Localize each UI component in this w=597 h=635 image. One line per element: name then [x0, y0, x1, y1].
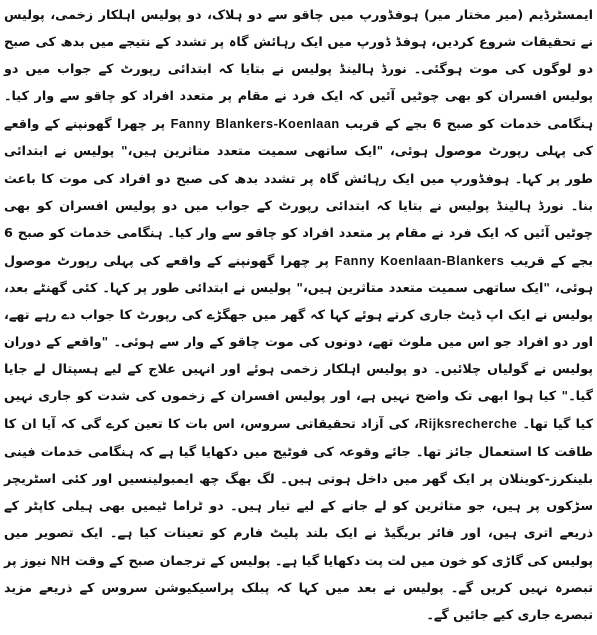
article-text-4: ، کی آزاد تحقیقاتی سروس، اس بات کا تعین کرے گی کہ آیا ان کا طاقت کا استعمال جائز تھا۔ جائے وقوعہ کی فوٹیج میں دکھایا گیا ہے کہ ہنگامی خدمات فینی بلینکرز-کوینلان پر ایک گھر میں داخل ہوتی ہیں۔ لگ بھگ چھ ایمبولینسیں اور کئی اسٹریچر سڑکوں پر ہیں، جو متاثرین کو لے جانے کے لیے تیار ہیں۔ دو ٹراما ٹیمیں بھی ہیلی کاپٹر کے ذریعے اتری ہیں، اور فائر بریگیڈ نے ایک بلند پلیٹ فارم کو تعینات کیا ہے۔ ایک تصویر میں پولیس کی گاڑی کو خون میں لت پت دکھایا گیا ہے۔ پولیس کے ترجمان صبح کے وقت	[4, 417, 593, 569]
article-text-1: ایمسٹرڈیم (میر مختار میر) ہوفڈورپ میں چاقو سے دو ہلاک، دو پولیس اہلکار زخمی، پولیس نے تحقیقات شروع کردیں، ہوفڈ ڈورپ میں ایک رہائش گاہ پر تشدد کے نتیجے میں بدھ کی صبح دو لوگوں کی موت ہوگئی۔ نورڈ ہالینڈ پولیس نے بتایا کہ ابتدائی رپورٹ کے جواب میں دو پولیس افسران کو بھی چوٹیں آئیں کہ ایک فرد نے مقام پر متعدد افراد کو چاقو سے وار کیا۔ ہنگامی خدمات کو صبح 6 بجے کے قریب	[4, 8, 593, 133]
article-text-5: نیوز پر تبصرہ نہیں کریں گے۔ پولیس نے بعد میں کہا کہ پبلک پراسیکیوشن سروس کے ذریعے مزید تبصرے جاری کیے جائیں گے۔	[4, 553, 593, 624]
broadcaster-name-latin: NH	[50, 552, 71, 568]
agency-name-latin: Rijksrecherche	[418, 416, 518, 432]
article-body	[4, 2, 593, 629]
street-name-latin-2: Fanny Koenlaan-Blankers	[334, 252, 505, 268]
street-name-latin: Fanny Blankers-Koenlaan	[170, 116, 340, 132]
article-text-2: پر چھرا گھونپنے کے واقعے کی پہلی رپورٹ موصول ہوئی، "ایک ساتھی سمیت متعدد متاثرین ہیں،" پولیس نے ابتدائی طور پر کہا۔ ہوفڈورپ میں ایک رہائش گاہ پر تشدد بدھ کی صبح دو افراد کی موت کا باعث بنا۔ نورڈ ہالینڈ پولیس نے بتایا کہ ابتدائی رپورٹ کے جواب میں دو پولیس افسران کو بھی چوٹیں آئیں کہ ایک فرد نے مقام پر متعدد افراد کو چاقو سے وار کیا۔ ہنگامی خدمات کو صبح 6 بجے کے قریب	[4, 117, 594, 269]
article-text-3: پر چھرا گھونپنے کے واقعے کی پہلی رپورٹ موصول ہوئی، "ایک ساتھی سمیت متعدد متاثرین ہیں،" پولیس نے ابتدائی طور پر کہا۔ کئی گھنٹے بعد، پولیس نے ایک اپ ڈیٹ جاری کرتے ہوئے کہا کہ گھر میں جھگڑے کی رپورٹ کا جواب دے رہے تھے، اور دو افراد جو اس میں ملوث تھے، دونوں کی موت چاقو کے وار سے ہوئی۔ "واقعے کے دوران پولیس نے گولیاں چلائیں۔ دو پولیس اہلکار زخمی ہوئے اور انہیں علاج کے لیے ہسپتال لے جایا گیا۔" کیا ہوا ابھی تک واضح نہیں ہے، اور پولیس افسران کے زخموں کی شدت کو جاری نہیں کیا گیا تھا۔	[4, 253, 593, 433]
